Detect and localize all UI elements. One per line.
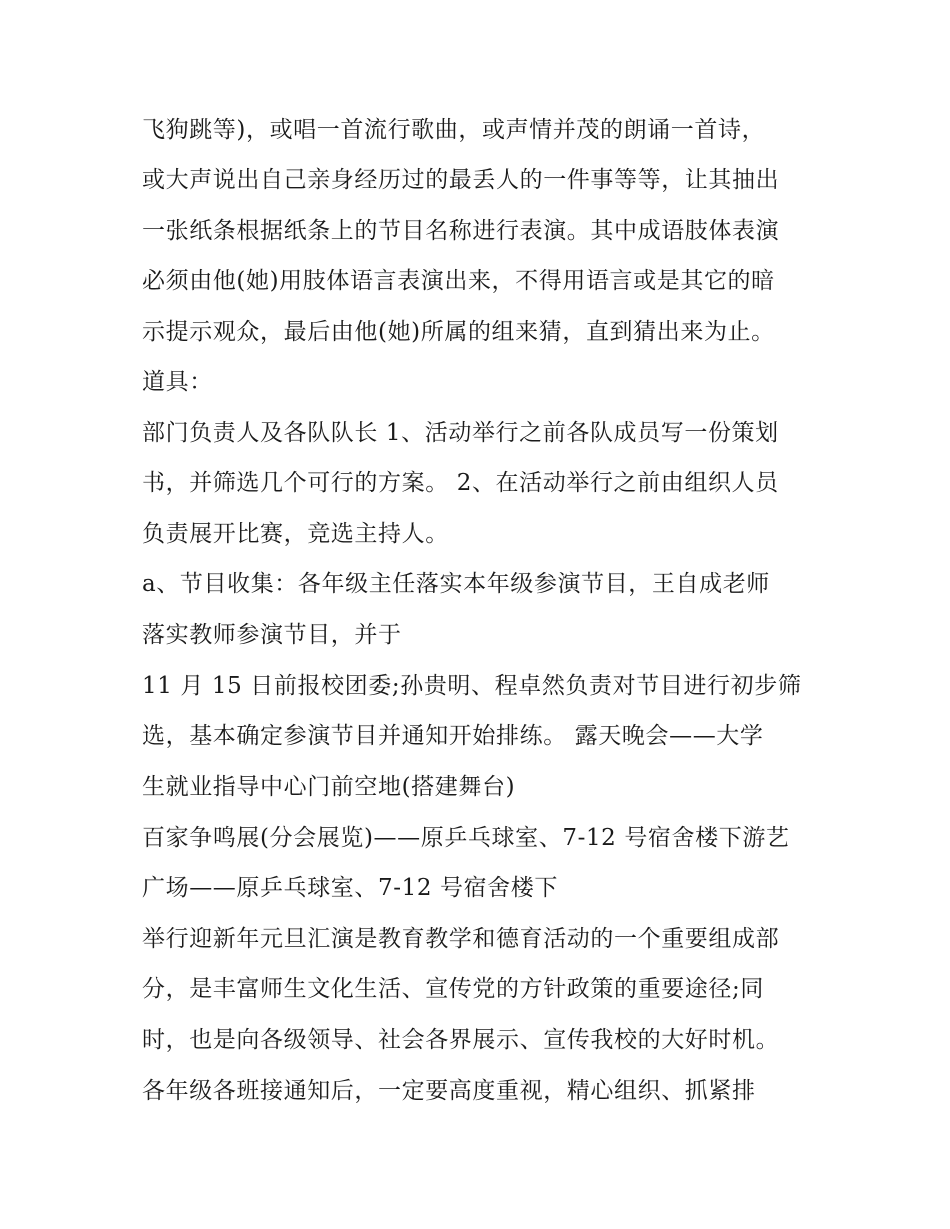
text-line: 举行迎新年元旦汇演是教育教学和德育活动的一个重要组成部 [142, 926, 780, 952]
text-line: 负责展开比赛，竞选主持人。 [142, 521, 449, 547]
text-line: 书，并筛选几个可行的方案。 2、在活动举行之前由组织人员 [142, 470, 779, 496]
text-line: 一张纸条根据纸条上的节目名称进行表演。其中成语肢体表演 [142, 218, 780, 244]
text-line: 生就业指导中心门前空地(搭建舞台) [142, 774, 516, 800]
text-line: 飞狗跳等)，或唱一首流行歌曲，或声情并茂的朗诵一首诗， [142, 117, 766, 143]
text-line: 广场——原乒乓球室、7-12 号宿舍楼下 [142, 875, 558, 901]
section-heading: 道具： [142, 369, 213, 395]
text-line: 示提示观众，最后由他(她)所属的组来猜，直到猜出来为止。 [142, 319, 775, 345]
text-line: 必须由他(她)用肢体语言表演出来，不得用语言或是其它的暗 [142, 268, 775, 294]
text-line: 各年级各班接通知后，一定要高度重视，精心组织、抓紧排 [142, 1078, 756, 1104]
text-line: 部门负责人及各队队长 1、活动举行之前各队成员写一份策划 [142, 420, 779, 446]
text-line: 时，也是向各级领导、社会各界展示、宣传我校的大好时机。 [142, 1027, 780, 1053]
text-line: a、节目收集：各年级主任落实本年级参演节目，王自成老师 [142, 571, 770, 597]
text-line: 分，是丰富师生文化生活、宣传党的方针政策的重要途径;同 [142, 976, 764, 1002]
text-line: 百家争鸣展(分会展览)——原乒乓球室、7-12 号宿舍楼下游艺 [142, 825, 790, 851]
text-line: 落实教师参演节目，并于 [142, 622, 402, 648]
text-line: 选，基本确定参演节目并通知开始排练。 露天晚会——大学 [142, 723, 764, 749]
text-line: 或大声说出自己亲身经历过的最丢人的一件事等等，让其抽出 [142, 167, 780, 193]
text-line: 11 月 15 日前报校团委;孙贵明、程卓然负责对节目进行初步筛 [142, 673, 802, 699]
